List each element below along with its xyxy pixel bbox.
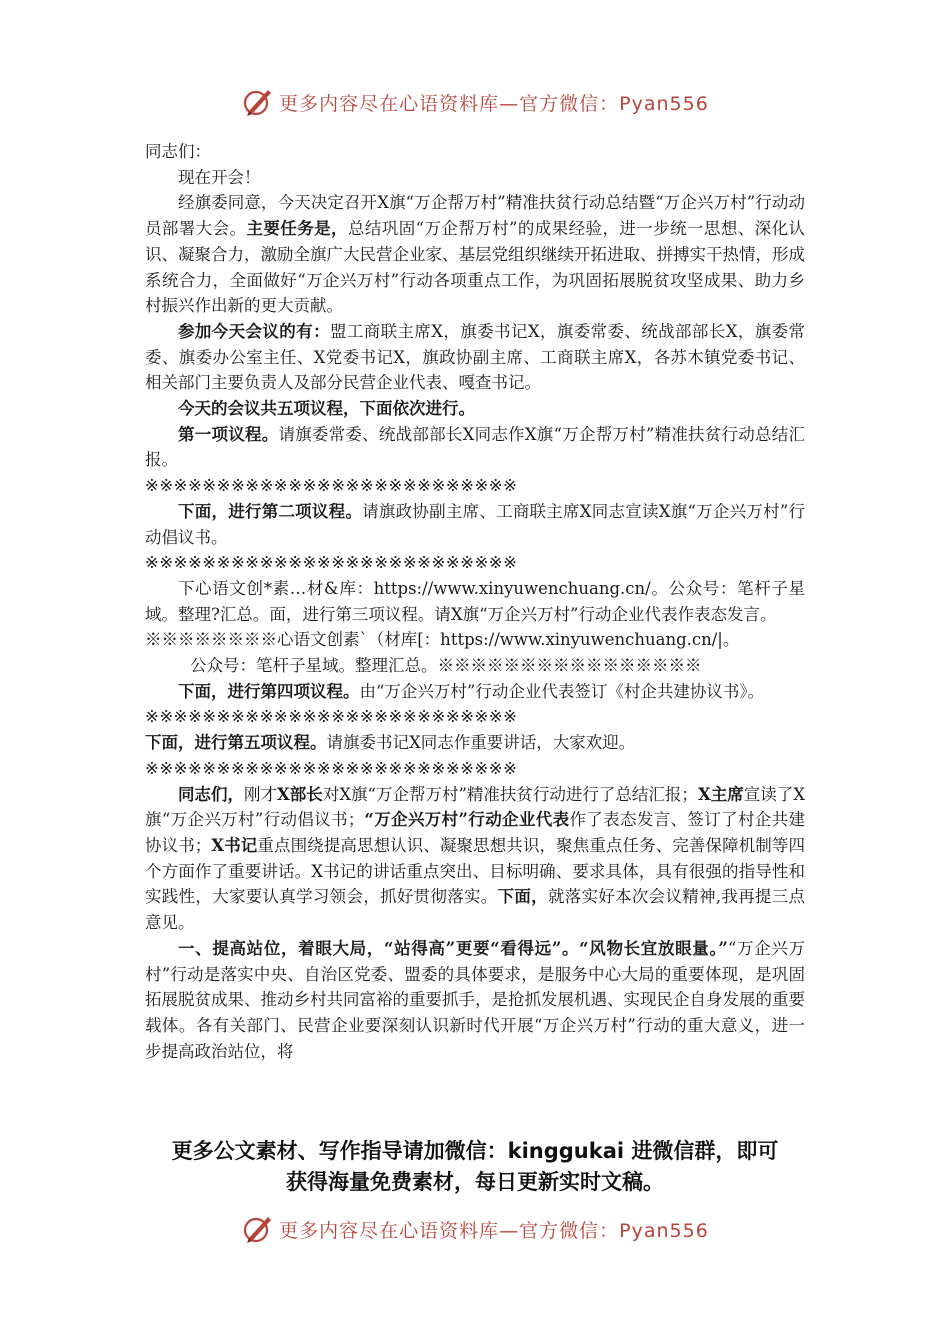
watermark-line: ※※※※※※※※心语文创素`（材库[：https://www.xinyuwenchuang.cn/|。 [145,630,740,650]
header-banner-text: 更多内容尽在心语资料库—官方微信：Pyan556 [279,92,709,115]
footer-banner [0,1209,950,1249]
agenda-item-2: 下面，进行第二项议程。请旗政协副主席、工商联主席X同志宣读X旗“万企兴万村”行动倡议书。 [145,501,806,547]
paragraph-point-1: 一、提高站位，着眼大局，“站得高”更要“看得远”。“风物长宜放眼量。”“万企兴万村”行动是落实中央、自治区党委、盟委的具体要求，是服务中心大局的重要体现，是巩固拓展脱贫成果、推动乡村共同富裕的重要抓手，是抢抓发展机遇、实现民企自身发展的重要载体。各有关部门、民营企业要深刻认识新时代开展“万企兴万村”行动的重大意义，进一步提高政治站位，将 [145,938,805,1061]
agenda-item-4: 下面，进行第四项议程。由“万企兴万村”行动企业代表签订《村企共建协议书》。 [178,681,765,701]
promo-line-2: 获得海量免费素材，每日更新实时文稿。 [286,1170,664,1194]
separator: ※※※※※※※※※※※※※※※※※※※※※※※※※※ [145,758,518,778]
paragraph-intro: 经旗委同意，今天决定召开X旗“万企帮万村”精准扶贫行动总结暨“万企兴万村”行动动员部署大会。主要任务是，总结巩固“万企帮万村”的成果经验，进一步统一思想、深化认识、凝聚合力，激励全旗广大民营企业家、基层党组织继续开拓进取、拼搏实干热情，形成系统合力，全面做好“万企兴万村”行动各项重点工作，为巩固拓展脱贫攻坚成果、助力乡村振兴作出新的更大贡献。 [145,193,806,316]
promo-notice [0,1136,950,1198]
paragraph-agenda-overview: 今天的会议共五项议程，下面依次进行。 [178,399,475,419]
agenda-item-5: 下面，进行第五项议程。请旗委书记X同志作重要讲话，大家欢迎。 [145,733,636,753]
promo-line-1: 更多公文素材、写作指导请加微信：kinggukai 进微信群，即可 [171,1139,779,1163]
pen-logo-icon [241,1212,275,1246]
paragraph-summary: 同志们，刚才X部长对X旗“万企帮万村”精准扶贫行动进行了总结汇报；X主席宣读了X旗“万企兴万村”行动倡议书；“万企兴万村”行动企业代表作了表态发言、签订了村企共建协议书；X书记重点围绕提高思想认识、凝聚思想共识，聚焦重点任务、完善保障机制等四个方面作了重要讲话。X书记的讲话重点突出、目标明确、要求具体，具有很强的指导性和实践性，大家要认真学习领会，抓好贯彻落实。下面，就落实好本次会议精神,我再提三点意见。 [145,784,806,933]
agenda-item-3: 下心语文创*素…材&库：https://www.xinyuwenchuang.cn/。公众号：笔杆子星域。整理?汇总。面，进行第三项议程。请X旗“万企兴万村”行动企业代表作表态发言。 [145,578,805,624]
separator: ※※※※※※※※※※※※※※※※※※※※※※※※※※ [145,707,518,727]
pen-logo-icon [241,85,275,119]
document-body [145,139,805,1064]
separator: ※※※※※※※※※※※※※※※※※※※※※※※※※※ [145,476,518,496]
separator: ※※※※※※※※※※※※※※※※※※※※※※※※※※ [145,553,518,573]
salutation: 同志们： [145,142,211,161]
agenda-item-1: 第一项议程。请旗委常委、统战部部长X同志作X旗“万企帮万村”精准扶贫行动总结汇报。 [145,424,806,470]
watermark-line-2: 公众号：笔杆子星域。整理汇总。※※※※※※※※※※※※※※※※ [190,656,702,676]
footer-banner-text: 更多内容尽在心语资料库—官方微信：Pyan556 [279,1219,709,1242]
opening-line: 现在开会！ [178,167,261,187]
paragraph-attendees: 参加今天会议的有：盟工商联主席X，旗委书记X，旗委常委、统战部部长X，旗委常委、旗委办公室主任、X党委书记X，旗政协副主席、工商联主席X，各苏木镇党委书记、相关部门主要负责人及部分民营企业代表、嘎查书记。 [145,321,805,393]
header-banner [0,82,950,122]
